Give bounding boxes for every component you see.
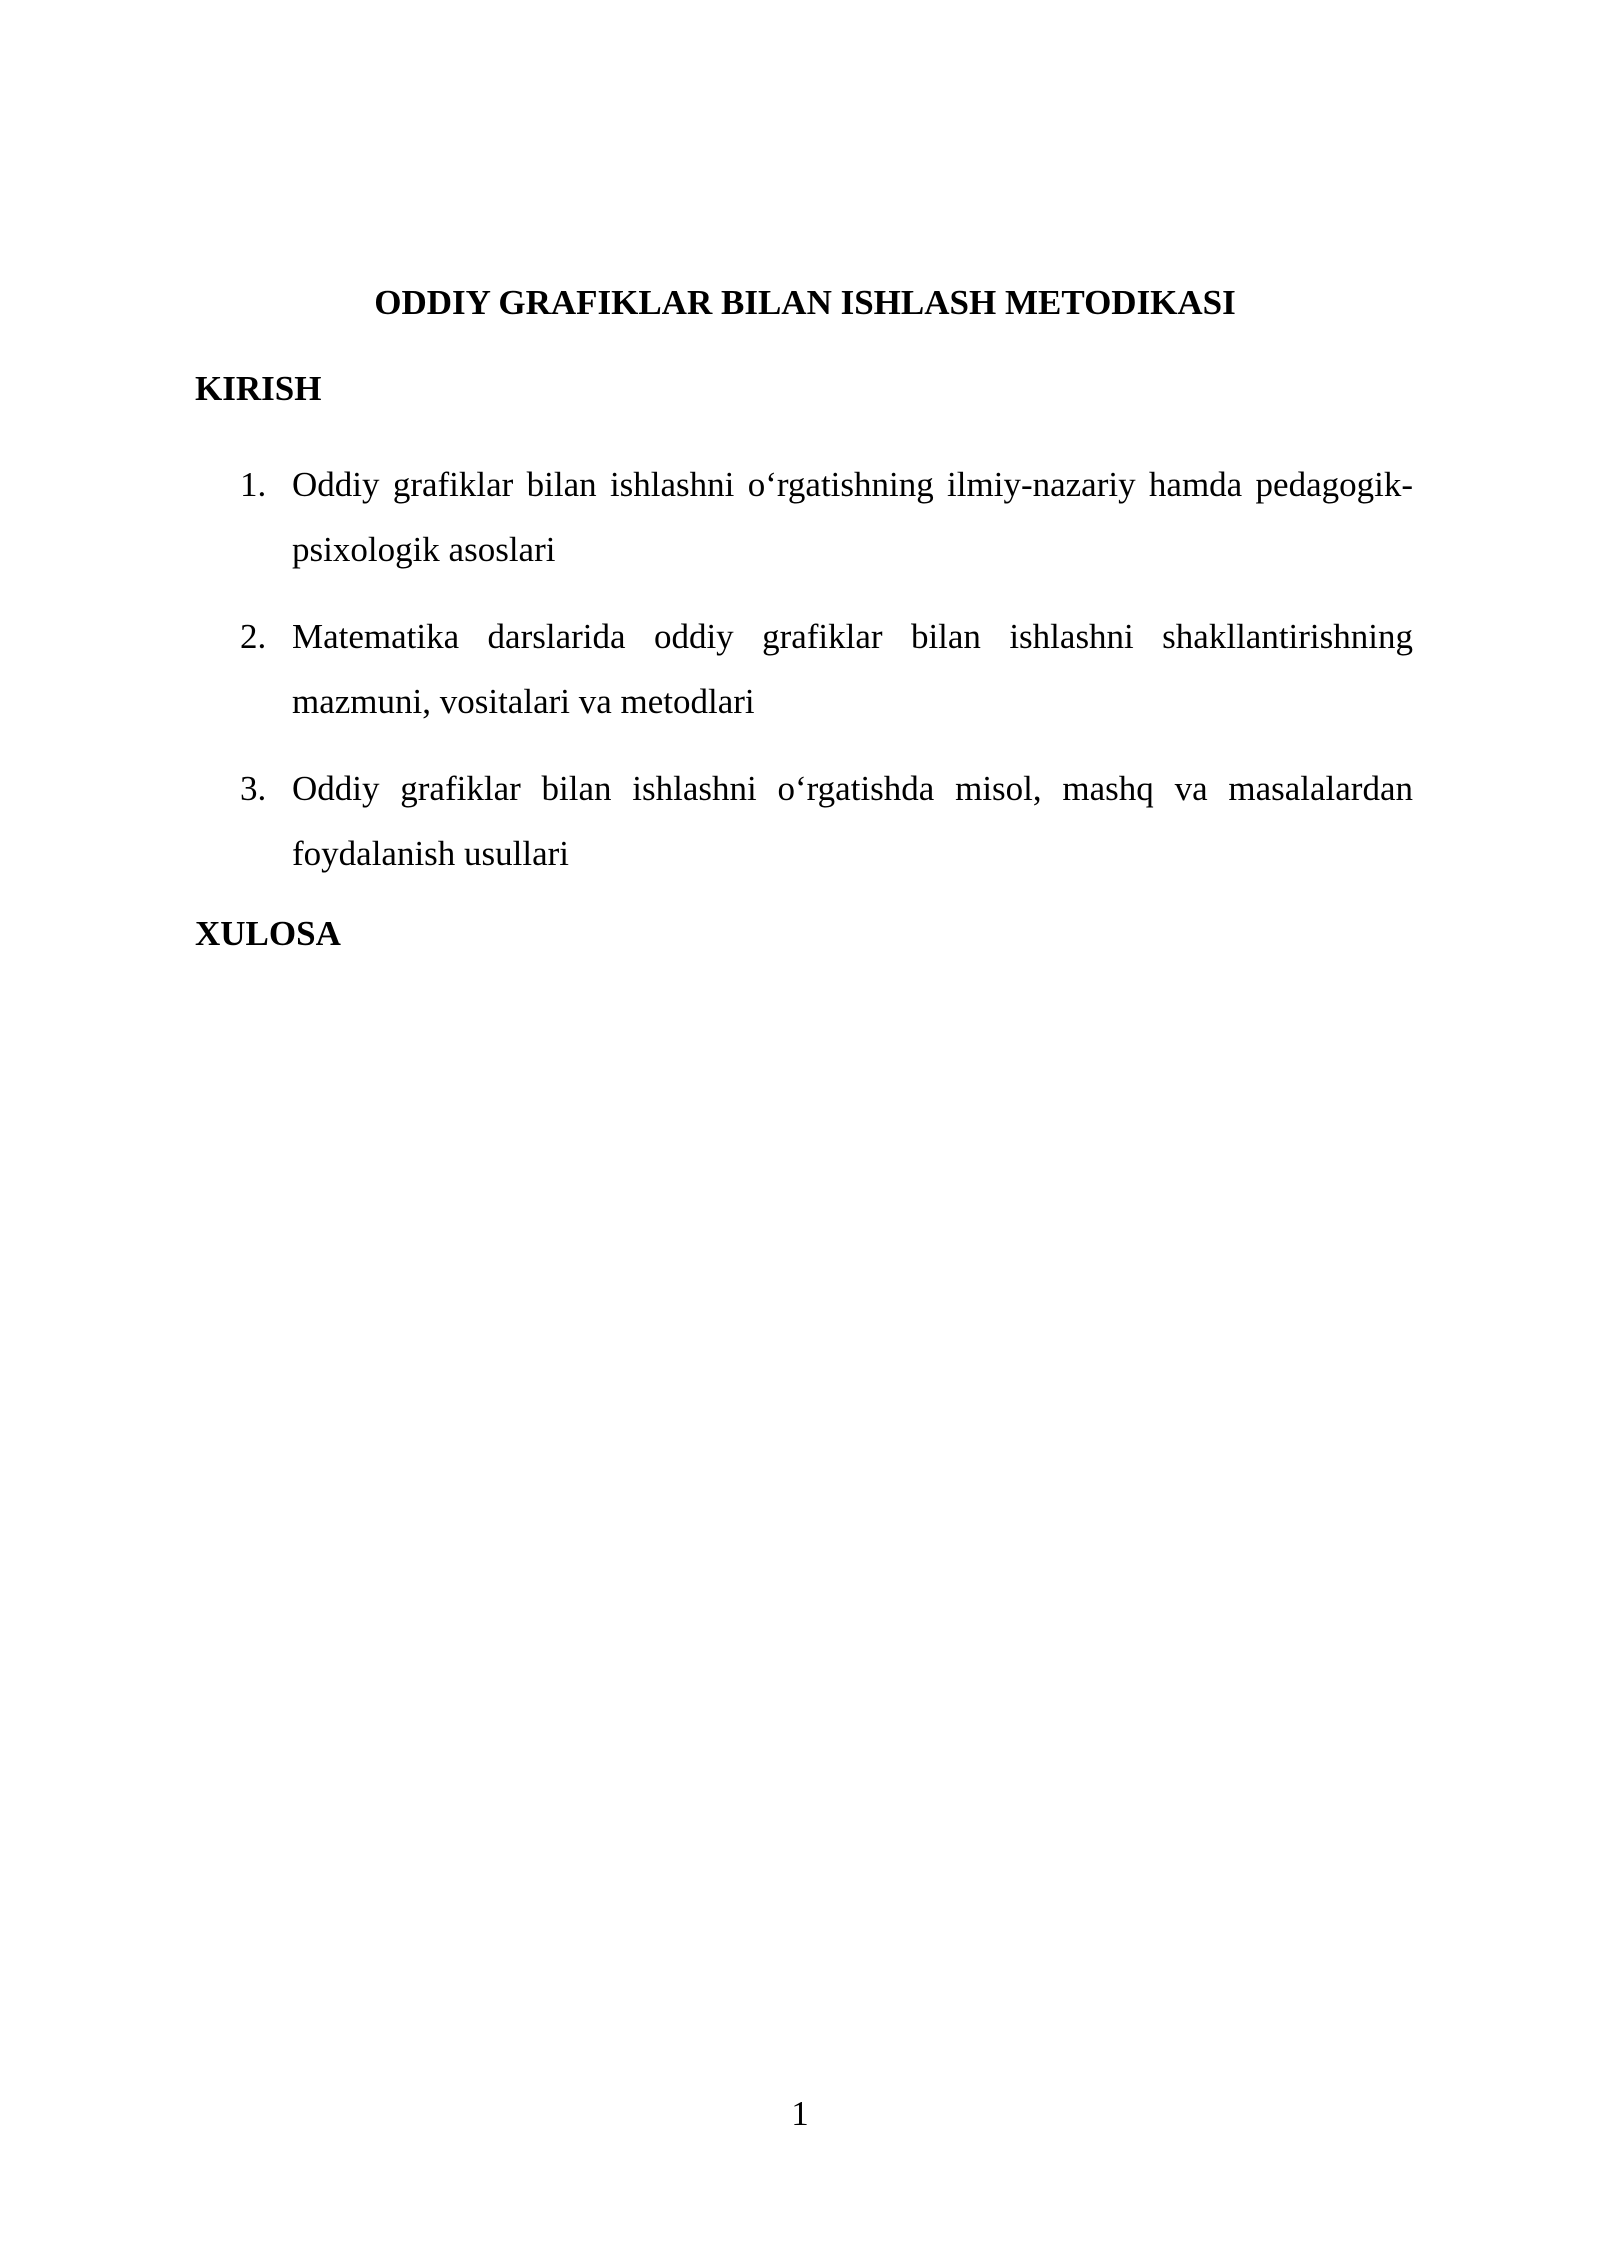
- chapter-item-2: [195, 604, 1413, 734]
- intro-heading: KIRISH: [195, 369, 322, 408]
- chapter-title: Oddiy grafiklar bilan ishlashni o‘rgatishda misol, mashq va masalalardan foydalanish usullari: [292, 769, 1413, 873]
- chapter-item-3: [195, 756, 1413, 886]
- conclusion-heading: XULOSA: [195, 914, 341, 953]
- chapter-title: Oddiy grafiklar bilan ishlashni o‘rgatishning ilmiy-nazariy hamda pedagogik-psixologik asoslari: [292, 465, 1413, 569]
- chapter-item-1: [195, 452, 1413, 582]
- document-title: ODDIY GRAFIKLAR BILAN ISHLASH METODIKASI: [374, 283, 1236, 322]
- chapter-list: [195, 452, 1413, 908]
- chapter-number: 1.: [240, 465, 267, 504]
- chapter-title: Matematika darslarida oddiy grafiklar bilan ishlashni shakllantirishning mazmuni, vositalari va metodlari: [292, 617, 1413, 721]
- chapter-number: 3.: [240, 769, 267, 808]
- page-number: 1: [791, 2094, 809, 2133]
- chapter-number: 2.: [240, 617, 267, 656]
